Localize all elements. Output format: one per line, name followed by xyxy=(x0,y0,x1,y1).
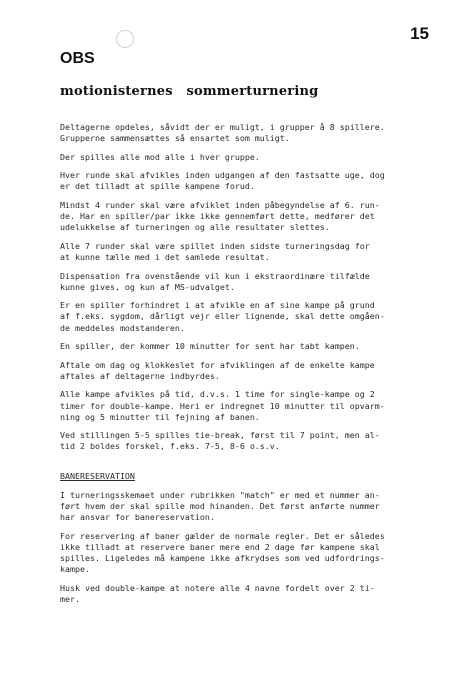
text-line: kunne gives, og kun af MS-udvalget. xyxy=(60,281,235,292)
text-line: Mindst 4 runder skal være afviklet inden påbegyndelse af 6. run- xyxy=(60,199,380,210)
paragraph xyxy=(60,200,442,234)
header-label: OBS xyxy=(60,50,95,67)
text-line: Alle 7 runder skal være spillet inden sidste turneringsdag for xyxy=(60,240,370,251)
paragraph xyxy=(60,531,442,576)
text-line: Alle kampe afvikles på tid, d.v.s. 1 time for single-kampe og 2 xyxy=(60,389,375,400)
punch-hole-mark xyxy=(116,30,134,48)
paragraph xyxy=(60,122,442,144)
text-line: af f.eks. sygdom, dårligt vejr eller lignende, skal dette omgåen- xyxy=(60,311,385,322)
text-line: Ved stillingen 5-5 spilles tie-break, først til 7 point, men al- xyxy=(60,430,380,441)
paragraph xyxy=(60,170,442,192)
banereservation-section xyxy=(60,490,442,605)
paragraph xyxy=(60,300,442,334)
text-line: ført hvem der skal spille mod hinanden. Det først anførte nummer xyxy=(60,501,380,512)
paragraph xyxy=(60,341,442,352)
text-line: Er en spiller forhindret i at afvikle en af sine kampe på grund xyxy=(60,300,375,311)
text-line: har ansvar for banereservation. xyxy=(60,512,215,523)
document-title: motionisternes sommerturnering xyxy=(60,84,319,99)
text-line: Hver runde skal afvikles inden udgangen af den fastsatte uge, dog xyxy=(60,170,385,181)
text-line: Grupperne sammensættes så ensartet som muligt. xyxy=(60,133,290,144)
section-heading-banereservation: BANERESERVATION xyxy=(60,470,135,481)
text-line: de. Har en spiller/par ikke ikke gennemført dette, medfører det xyxy=(60,211,375,222)
page-number: 15 xyxy=(410,24,429,43)
body-text xyxy=(60,122,442,613)
text-line: timer for double-kampe. Heri er indregnet 10 minutter til opvarm- xyxy=(60,400,385,411)
text-line: kampe. xyxy=(60,564,90,575)
text-line: aftales af deltagerne indbyrdes. xyxy=(60,370,220,381)
text-line: I turneringsskemaet under rubrikken "match" er med et nummer an- xyxy=(60,489,380,500)
text-line: Deltagerne opdeles, såvidt der er muligt, i grupper å 8 spillere. xyxy=(60,122,385,132)
paragraph xyxy=(60,583,442,605)
text-line: spilles. Ligeledes må kampene ikke afkrydses som ved udfordrings- xyxy=(60,553,385,564)
text-line: de meddeles modstanderen. xyxy=(60,322,185,333)
text-line: er det tilladt at spille kampene forud. xyxy=(60,181,255,192)
text-line: En spiller, der kommer 10 minutter for sent har tabt kampen. xyxy=(60,341,360,352)
paragraph xyxy=(60,490,442,524)
paragraph xyxy=(60,389,442,423)
rules-section xyxy=(60,122,442,453)
text-line: Husk ved double-kampe at notere alle 4 navne fordelt over 2 ti- xyxy=(60,582,375,593)
text-line: ning og 5 minutter til fejning af banen. xyxy=(60,411,260,422)
paragraph xyxy=(60,152,442,163)
text-line: tid 2 boldes forskel, f.eks. 7-5, 8-6 o.s.v. xyxy=(60,441,280,452)
paragraph xyxy=(60,271,442,293)
text-line: at kunne tælle med i det samlede resultat. xyxy=(60,252,270,263)
text-line: mer. xyxy=(60,594,80,605)
paragraph xyxy=(60,430,442,452)
paragraph xyxy=(60,360,442,382)
text-line: ikke tilladt at reservere baner mere end 2 dage før kampene skal xyxy=(60,541,380,552)
paragraph xyxy=(60,241,442,263)
text-line: For reservering af baner gælder de normale regler. Det er således xyxy=(60,530,385,541)
text-line: Dispensation fra ovenstående vil kun i ekstraordinære tilfælde xyxy=(60,270,370,281)
text-line: Aftale om dag og klokkeslet for afviklingen af de enkelte kampe xyxy=(60,359,375,370)
text-line: udelukkelse af turneringen og alle resultater slettes. xyxy=(60,222,330,233)
text-line: Der spilles alle mod alle i hver gruppe. xyxy=(60,151,260,162)
